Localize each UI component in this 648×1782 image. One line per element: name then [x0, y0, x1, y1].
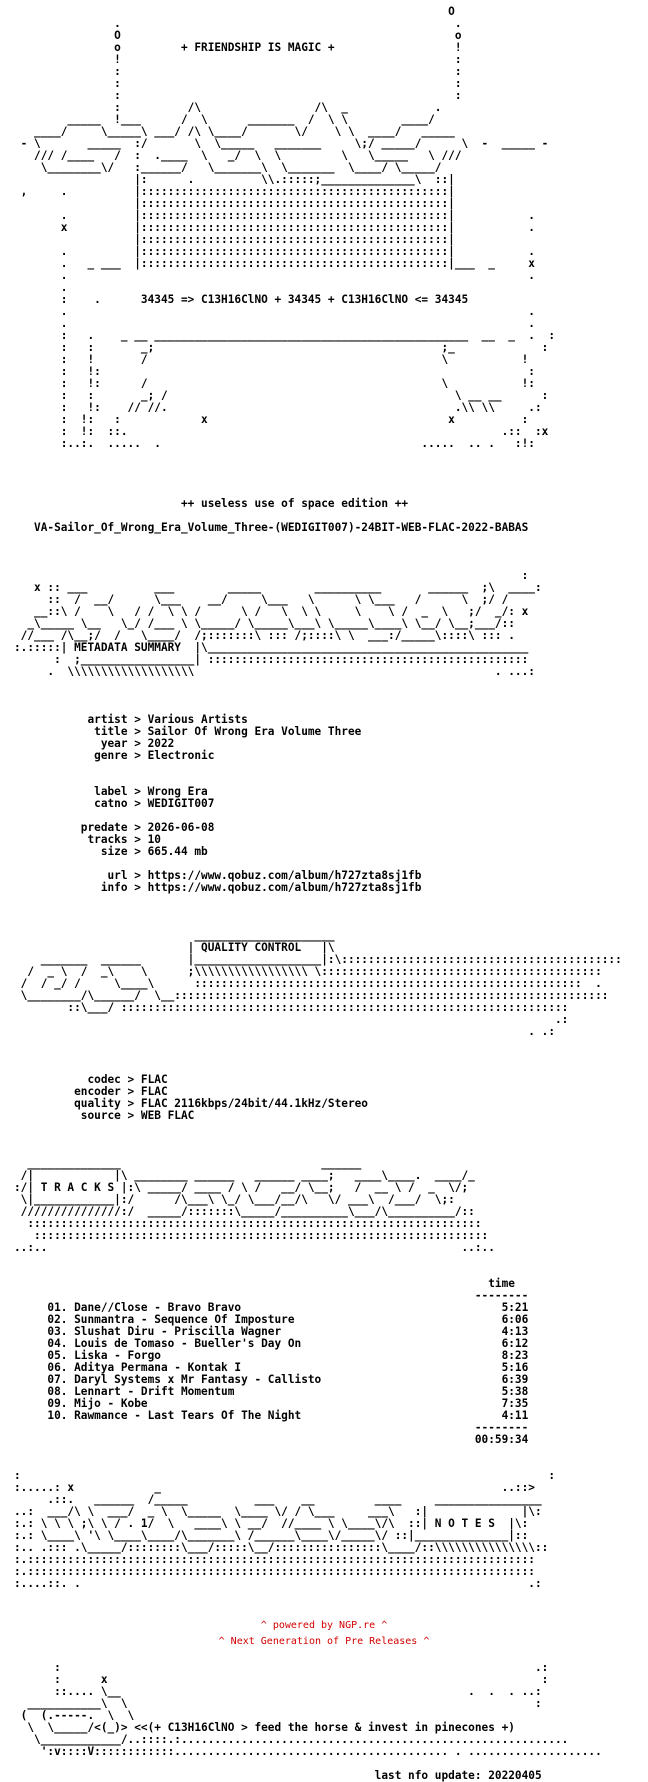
footer-tagline: ^ Next Generation of Pre Releases ^: [218, 1636, 430, 1647]
footer-powered-by: ^ powered by NGP.re ^: [260, 1620, 388, 1631]
nfo-text: O . . O o o + FRIENDSHIP IS MAGIC + ! ! : : : : : : : : /\ /\ _ . _____ !___ / \ _______ / \ \ ____/ ____/ \_____\ ___/ /\ \____/ \/ \ \ ____/ _____ - \ _____ :/ \ \_____ _______ \;/ _____/ \ - _____ - /// /____ / : .____ \ _/ \ \ \ \_____ \ /// \________\/ :______/ \_______\ \_______ \____/ \_____/ |: . \\.:::::;______________\ ::| , . |::::::::::::::::::::::::::::::::::::::::::::::| |::::::::::::::::::::::::::::::::::::::::::::::| . |::::::::::::::::::::::::::::::::::::::::::::::| . x |::::::::::::::::::::::::::::::::::::::::::::::| . |::::::::::::::::::::::::::::::::::::::::::::::| . |::::::::::::::::::::::::::::::::::::::::::::::| . . _ ___ |::::::::::::::::::::::::::::::::::::::::::::::|___ _ x . . . : . 34345 => C13H16ClNO + 34345 + C13H16ClNO <= 34345 . . . . : . _ __ _______________________________________________ __ _ . : : : _; ;_ : : ! / \ ! : !: : : !: / \ !: : : _; / \ __ __ : : !: // //. .\\ \\ .: : !: : x x : : !: ::. .:: :x :..:. ..... . ..... .. . :!: ++ useless use of space edition ++ VA-Sailor_Of_Wrong_Era_Volume_Three-(WEDIGIT007)-24BIT-WEB-FLAC-2022-BABAS : x :: ___ ___ _____ __________ ______ ;\ ____: :: / __/ \___ __/ \___ \ \ \___ / \ ;/ / __::\ / \ / / \ \ / \ / \ \ \ \ \ / _ \ ;/ _/: x _\_____ \__ \_/ /___ \ \_____/ \_____\___\ \_____\____\ \__/ \__;___/:: //___ /\__;/ / \____/ /;:::::::\ ::: /;::::\ \ ___:/_____\::::\ ::: . :.:::::| METADATA SUMMARY |\________________________________________________ : ;_________________| :::::::::::::::::::::::::::::::::::::::::::::::: . \\\\\\\\\\\\\\\\\\\ . ...: artist > Various Artists title > Sailor Of Wrong Era Volume Three year > 2022 genre > Electronic label > Wrong Era catno > WEDIGIT007 predate > 2026-06-08 tracks > 10 size > 665.44 mb url > https://www.qobuz.com/album/h727zta8sj1fb info > https://www.qobuz.com/album/h727zta8sj1fb _____________________ | QUALITY CONTROL |\ _______ ______ |___________________|:\:::::::::::::::::::::::::::::::::::::::::: / _ \ / _\ \ ;\\\\\\\\\\\\\\\\\ \:::::::::::::::::::::::::::::::::::::::::: / / _/ / \____\ :::::::::::::::::::::::::::::::::::::::::::::::::::::::::: . \________/\______/ \__::::::::::::::::::::::::::::::::::::::::::::::::::::::::::::::::: ::\___/ ::::::::::::::::::::::::::::::::::::::::::::::::::::::::::::::::::: .: . .: codec > FLAC encoder > FLAC quality > FLAC 2116kbps/24bit/44.1kHz/Stereo source > WEB FLAC ______________ ______ /| |\ ________ ______ ______ ____; ____\____. ____/_ :/| T R A C K S |:\ _____/ ____ / \ / __/ \__; / __ \ / _ \/; \|____________|:/ /\___\ \_/ \___/__/\ \/ ___\ /___/ \;: ///////////////:/ _____/:::::::\_____/__________\___/\__________/:: :::::::::::::::::::::::::::::::::::::::::::::::::::::::::::::::::::: :::::::::::::::::::::::::::::::::::::::::::::::::::::::::::::::::::: ..:.. ..:.. time -------- 01. Dane//Close - Bravo Bravo 5:21 02. Sunmantra - Sequence Of Imposture 6:06 03. Slushat Diru - Priscilla Wagner 4:13 04. Louis de Tomaso - Bueller's Day On 6:12 05. Liska - Forgo 8:23 06. Aditya Permana - Kontak I 5:16 07. Daryl Systems x Mr Fantasy - Callisto 6:39 08. Lennart - Drift Momentum 5:38 09. Mijo - Kobe 7:35 10. Rawmance - Last Tears Of The Night 4:11 -------- 00:59:34 : : :.....: x _ ..::> .::. ______ /_____ ___ __ ____ ________________ ..: ___/\ \ ___/ _ \ \_____ \____ \/ / \___ ___\ :| |\: :.: \ \ \ ;\ \ / . 1/ \ ____\ \ __/ //____ \ \____\/\ ::| N O T E S |\: :.: \____\ '\ \____\____/\_______\ /______\____\/_____\/ ::|______________|:: :.. .::: .\_____/::::::::\___/:::::\__/::::::::::::::::\____/::\\\\\\\\\\\\\\\:: :.:::::::::::::::::::::::::::::::::::::::::::::::::::::::::::::::::::::::::::: :.:::::::::::::::::::::::::::::::::::::::::::::::::::::::::::::::::::::::::::: :....::. . .: : .: : x : ::.... \__ . . . ..: ___________\ \ : ( (.-----. \ \ \ \_____/<(_)> <<(+ C13H16ClNO > feed the horse & invest in pinecones +) \____________/..::::.:.......................................................... ':v::::V::::::::::::......................................... . .................... last nfo update: 20220405: [14, 6, 622, 1782]
